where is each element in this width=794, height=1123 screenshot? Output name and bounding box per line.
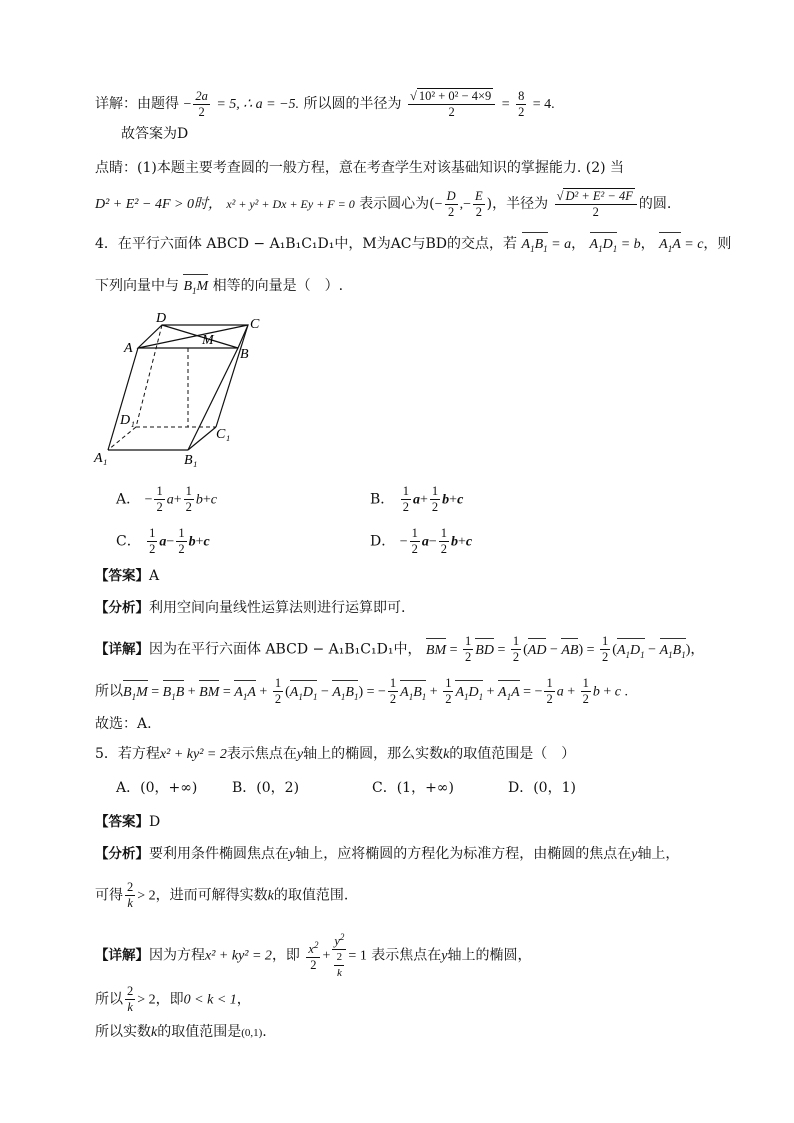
q3-comment-mid: 表示圆心为( [359,196,435,212]
q3-comment-cond: D² + E² − 4F > 0时， [95,197,222,212]
q3-detail-line: 详解：由题得 − $\frac{2a}{2}$ = 5, ∴ a = −5. 所以圆的半径为 $\frac{\text{√ 10² + 0² − 4×9}}{2}$ = $\frac{8}{2}$ = 4. [95,88,555,119]
q3-detail-eq: = 5, ∴ a = −5. [216,97,300,112]
parallelepiped-figure [90,308,280,468]
q4-stem-line2: 下列向量中与 $B_1M$ 相等的向量是（ ）. [95,276,343,301]
q5-analysis-line2: 可得 $\frac{2}{k}$ > 2，进而可解得实数k的取值范围. [95,880,349,910]
label-B: B [240,347,249,362]
answer-tag: 【答案】 [95,568,149,584]
q4-option-a[interactable]: A． − $\frac{1}{2}$ a+ $\frac{1}{2}$ b+c [116,484,218,514]
q3-comment-mid2: )，半径为 [486,196,549,212]
q4-analysis-line [95,598,405,618]
detail-tag: 【详解】 [95,641,149,658]
q4-option-d[interactable]: D． − $\frac{1}{2}$ a− $\frac{1}{2}$ b+c [370,526,473,556]
q3-detail-prefix: 详解：由题得 [95,96,179,112]
q5-detail-line: 【详解】因为方程x² + ky² = 2，即 $\frac{x^2}{2}$ + $y^2$ 2 k = 1 表示焦点在y轴上的椭圆， [95,932,532,980]
q3-answer: 故答案为D [121,126,189,142]
q5-option-d[interactable]: D．(0，1) [508,780,576,796]
q4-answer-line [95,566,159,586]
label-C1: C₁ [216,427,231,442]
label-A: A [124,341,133,356]
q5-option-b[interactable]: B．(0，2) [232,780,300,796]
q4-detail-text: 因为在平行六面体 ABCD − A₁B₁C₁D₁中， [149,641,422,658]
q5-so-line1: 所以 $\frac{2}{k}$ > 2，即0 < k < 1， [95,984,251,1014]
fraction: $\frac{8}{2}$ [518,88,525,119]
q5-answer-line [95,812,160,832]
q5-answer: D [149,814,161,830]
q4-analysis: 利用空间向量线性运算法则进行运算即可. [149,600,406,616]
label-D1: D₁ [120,413,135,428]
label-C: C [250,317,260,332]
q3-detail-tail: = 4. [532,97,555,112]
q3-comment-end: 的圆. [638,196,672,212]
q4-stem-text-b: 则 [717,236,732,252]
q4-detail-line2: 所以$B_1M = B_1B$ + BM = $A_1A$ + $\frac{1}{2}$ $(A_1D_1 - A_1B_1)$ = − $\frac{1}{2}$ $A_1B_1$ + $\frac{1}{2}$ $A_1D_1 + A_1A$ = − $\frac{1}{2}$ a + $\frac{1}{2}$ b + c . [95,676,628,706]
radius-fraction-general: $\frac{\text{√ D² + E² − 4F}}{2}$ [555,188,637,220]
radius-fraction: $\frac{\text{√ 10² + 0² − 4×9}}{2}$ [408,88,495,120]
q5-so-line2: 所以实数k的取值范围是(0,1). [95,1024,267,1040]
q4-choose: 故选：A. [95,716,152,732]
fraction: $\frac{2a}{2}$ [195,88,208,119]
q4-stem-text2: 下列向量中与 [95,278,179,294]
label-A1: A₁ [94,451,108,466]
analysis-tag: 【分析】 [95,846,149,862]
detail-tag: 【详解】 [95,947,149,964]
q3-comment-eq: x² + y² + Dx + Ey + F = 0 [226,197,355,211]
label-M: M [202,333,214,348]
q5-stem: 5．若方程x² + ky² = 2表示焦点在y轴上的椭圆，那么实数k的取值范围是（ ） [95,746,576,762]
label-B1: B₁ [184,453,198,468]
q4-detail-line1: 【详解】因为在平行六面体 ABCD − A₁B₁C₁D₁中， BM = $\frac{1}{2}$ BD = $\frac{1}{2}$ (AD − AB) = $\frac{1}{2}$ $(A_1D_1 - A_1B_1)$， [95,634,705,664]
q5-option-a[interactable]: A．(0，+∞) [116,780,198,796]
q4-answer: A [149,568,160,584]
label-D: D [156,311,167,326]
q5-option-c[interactable]: C．(1，+∞) [372,780,454,796]
q4-option-b[interactable]: B． $\frac{1}{2}$ a+ $\frac{1}{2}$ b+c [370,484,464,514]
q3-comment-line1: 点睛：(1)本题主要考查圆的一般方程，意在考查学生对该基础知识的掌握能力. (2) 当 [95,160,625,176]
q3-detail-mid: 所以圆的半径为 [303,96,402,112]
q4-option-c[interactable]: C． $\frac{1}{2}$ a− $\frac{1}{2}$ b+c [116,526,210,556]
q4-stem-text2b: 相等的向量是（ ）. [212,278,344,294]
q5-analysis-line1: 【分析】要利用条件椭圆焦点在y轴上，应将椭圆的方程化为标准方程，由椭圆的焦点在y轴上， [95,846,680,862]
answer-tag: 【答案】 [95,814,149,830]
analysis-tag: 【分析】 [95,600,149,616]
q4-stem-text: 4．在平行六面体 ABCD − A₁B₁C₁D₁中，M为AC与BD的交点，若 [95,236,518,252]
q4-stem-line1: 4．在平行六面体 ABCD − A₁B₁C₁D₁中，M为AC与BD的交点，若 $A_1B_1 = a$， $A_1D_1 = b$， $A_1A = c$，则 [95,234,731,259]
q4-detail-prefix: 所以 [95,683,123,700]
q3-comment-line2: D² + E² − 4F > 0时， x² + y² + Dx + Ey + F = 0 表示圆心为(− $\frac{D}{2}$ ,− $\frac{E}{2}$ )，半径为 $\frac{\text{√ D² + E² − 4F}}{2}$ 的圆. [95,188,672,219]
